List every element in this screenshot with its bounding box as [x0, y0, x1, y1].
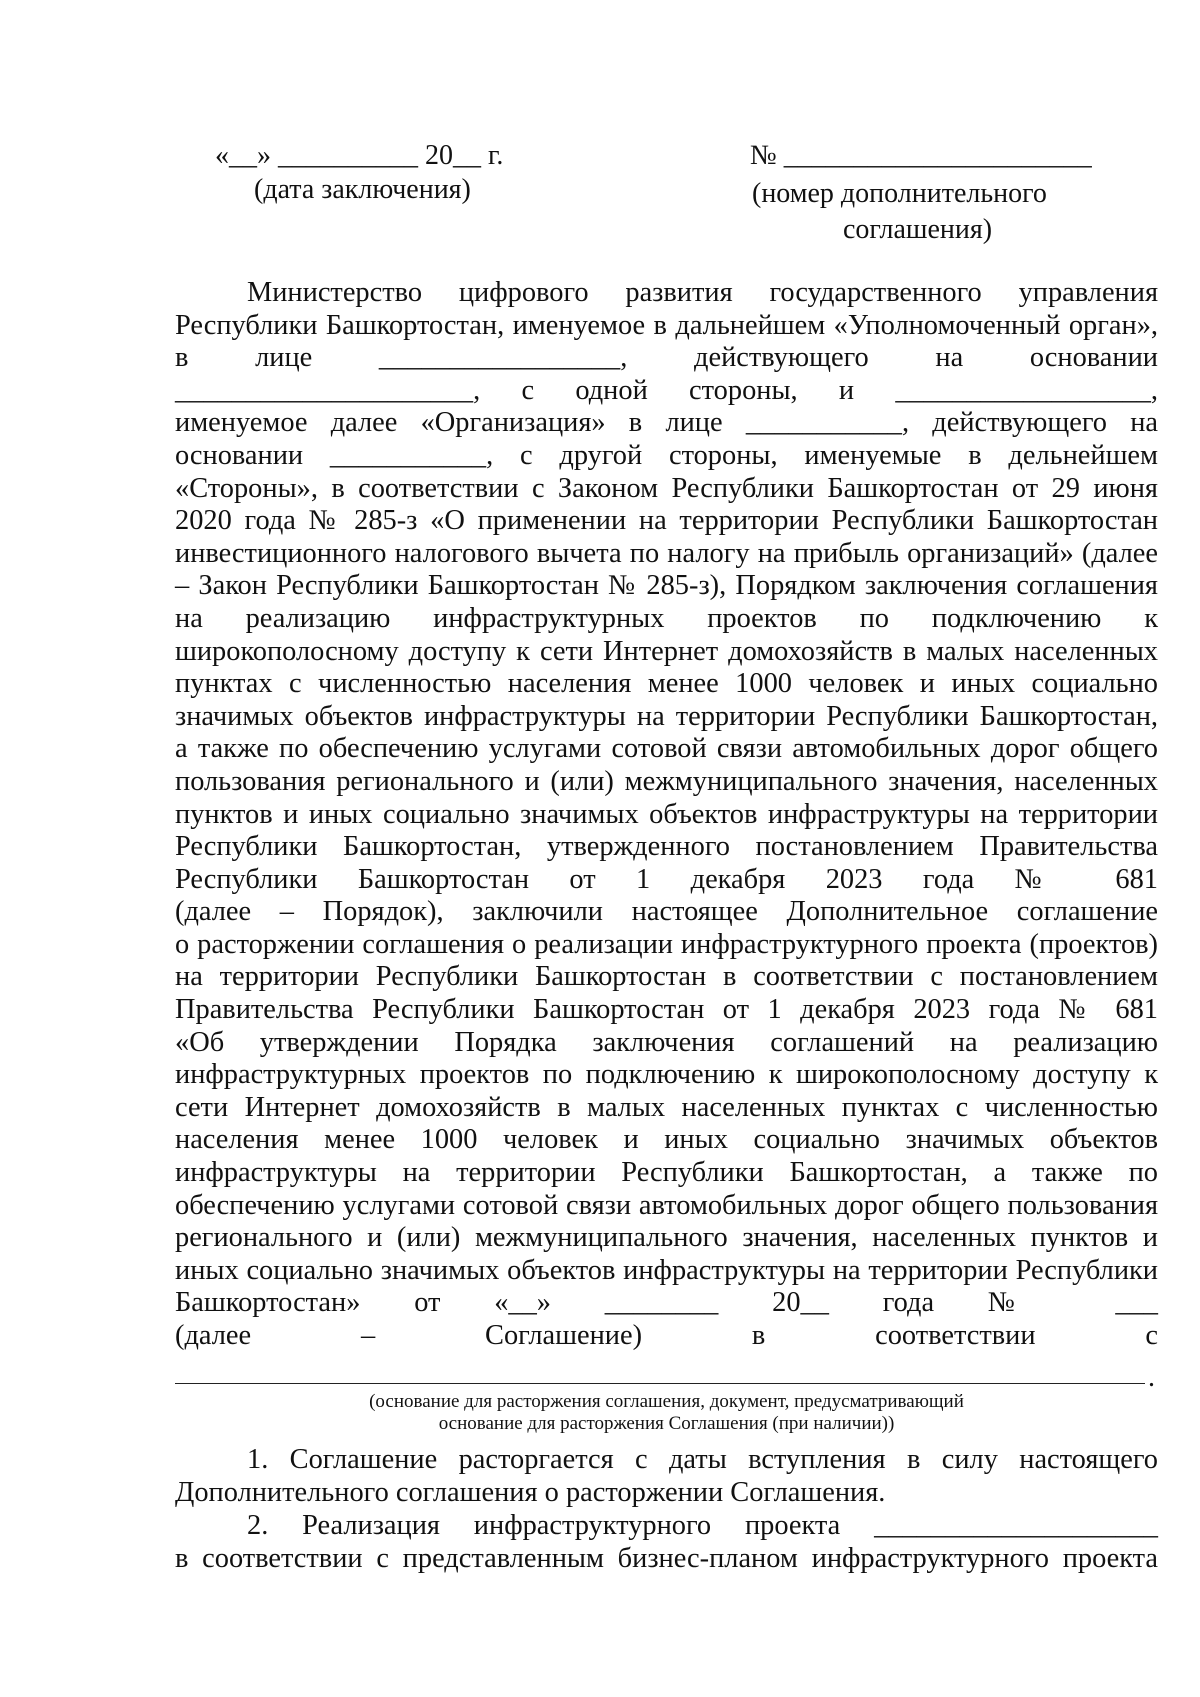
- conclusion-date-line: «__» __________ 20__ г.: [215, 140, 504, 171]
- text-line: Министерство цифрового развития государственного управления: [247, 277, 1158, 308]
- agreement-number-caption-2: соглашения): [843, 214, 993, 245]
- text-line: пунктах с численностью населения менее 1000 человек и иных социально: [175, 668, 1158, 700]
- footnote-line-2: основание для расторжения Соглашения (при наличии)): [438, 1413, 895, 1434]
- conclusion-date-caption: (дата заключения): [254, 174, 471, 205]
- text-line: – Закон Республики Башкортостан № 285-з), Порядком заключения соглашения: [175, 570, 1158, 602]
- text-line: инвестиционного налогового вычета по налогу на прибыль организаций» (далее: [175, 537, 1158, 569]
- text-line: а также по обеспечению услугами сотовой связи автомобильных дорог общего: [175, 733, 1158, 765]
- agreement-number-caption-1: (номер дополнительного: [752, 178, 1047, 209]
- text-line: _____________________, с одной стороны, и __________________,: [175, 374, 1158, 406]
- text-line: регионального и (или) межмуниципального значения, населенных пунктов и: [175, 1222, 1158, 1254]
- text-line: (далее – Соглашение) в соответствии с: [175, 1320, 1158, 1351]
- text-line: инфраструктурных проектов по подключению к широкополосному доступу к: [175, 1059, 1158, 1091]
- text-line: Республики Башкортостан, утвержденного постановлением Правительства: [175, 831, 1158, 863]
- line-end-dot: .: [1148, 1362, 1155, 1393]
- text-line: Дополнительного соглашения о расторжении Соглашения.: [175, 1477, 886, 1508]
- termination-basis-blank: [175, 1383, 1145, 1384]
- text-line: (далее – Порядок), заключили настоящее Дополнительное соглашение: [175, 896, 1158, 928]
- text-line: в лице _________________, действующего на основании: [175, 342, 1158, 374]
- text-line: сети Интернет домохозяйств в малых населенных пунктах с численностью: [175, 1091, 1158, 1123]
- text-line: 2020 года № 285-з «О применении на территории Республики Башкортостан: [175, 505, 1158, 537]
- text-line: на реализацию инфраструктурных проектов по подключению к: [175, 602, 1158, 634]
- text-line: 1. Соглашение расторгается с даты вступления в силу настоящего: [247, 1444, 1158, 1475]
- text-line: инфраструктуры на территории Республики Башкортостан, а также по: [175, 1157, 1158, 1189]
- clause-1: [175, 1443, 1158, 1509]
- text-line: Башкортостан» от «__» ________ 20__ года № ___: [175, 1287, 1158, 1319]
- footnote-line-1: (основание для расторжения соглашения, документ, предусматривающий: [369, 1391, 964, 1412]
- agreement-number-line: № ______________________: [750, 140, 1092, 171]
- text-line: «Об утверждении Порядка заключения соглашений на реализацию: [175, 1026, 1158, 1058]
- text-line: Республики Башкортостан от 1 декабря 2023 года № 681: [175, 863, 1158, 895]
- text-line: пунктов и иных социально значимых объектов инфраструктуры на территории: [175, 798, 1158, 830]
- text-line: основании ___________, с другой стороны, именуемые в дельнейшем: [175, 439, 1158, 471]
- text-line: Республики Башкортостан, именуемое в дальнейшем «Уполномоченный орган»,: [175, 309, 1158, 341]
- text-line: значимых объектов инфраструктуры на территории Республики Башкортостан,: [175, 700, 1158, 732]
- text-line: именуемое далее «Организация» в лице ___________, действующего на: [175, 407, 1158, 439]
- text-line: иных социально значимых объектов инфраструктуры на территории Республики: [175, 1254, 1158, 1286]
- text-line: 2. Реализация инфраструктурного проекта ____________________: [247, 1510, 1158, 1541]
- text-line: на территории Республики Башкортостан в соответствии с постановлением: [175, 961, 1158, 993]
- preamble-paragraph: [175, 277, 1158, 1353]
- text-line: пользования регионального и (или) межмуниципального значения, населенных: [175, 765, 1158, 797]
- text-line: обеспечению услугами сотовой связи автомобильных дорог общего пользования: [175, 1189, 1158, 1221]
- clause-2: [175, 1509, 1158, 1575]
- text-line: «Стороны», в соответствии с Законом Республики Башкортостан от 29 июня: [175, 472, 1158, 504]
- text-line: в соответствии с представленным бизнес-планом инфраструктурного проекта: [175, 1543, 1158, 1574]
- text-line: широкополосному доступу к сети Интернет домохозяйств в малых населенных: [175, 635, 1158, 667]
- text-line: о расторжении соглашения о реализации инфраструктурного проекта (проектов): [175, 928, 1158, 960]
- text-line: населения менее 1000 человек и иных социально значимых объектов: [175, 1124, 1158, 1156]
- text-line: Правительства Республики Башкортостан от 1 декабря 2023 года № 681: [175, 994, 1158, 1026]
